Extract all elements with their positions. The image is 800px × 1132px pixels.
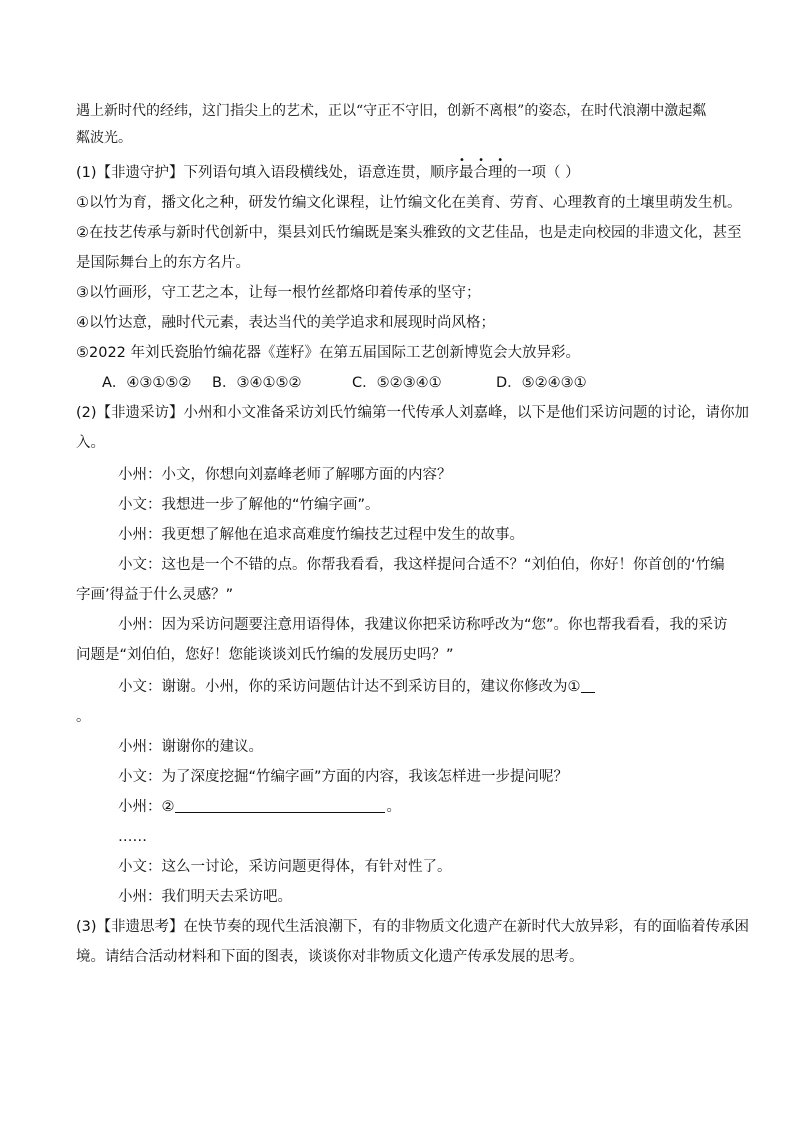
dialogue-8: 小文：为了深度挖掘“竹编字画”方面的内容，我该怎样进一步提问呢？ <box>118 769 569 785</box>
question-1-stem-before: (1)【非遗守护】下列语句填入语段横线处，语意连贯，顺序 <box>76 165 460 181</box>
sentence-1: ①以竹为育，播文化之种，研发竹编文化课程，让竹编文化在美育、劳育、心理教育的土壤里萌发生机。 <box>76 195 742 211</box>
dialogue-4-line-2: 字画’得益于什么灵感？” <box>76 587 234 603</box>
intro-line-1: 遇上新时代的经纬，这门指尖上的艺术，正以“守正不守旧，创新不离根”的姿态，在时代浪潮中激起粼 <box>76 103 707 119</box>
dialogue-11: 小州：我们明天去采访吧。 <box>118 889 292 905</box>
question-3-stem-line-1: (3)【非遗思考】在快节奏的现代生活浪潮下，有的非物质文化遗产在新时代大放异彩，有的面临着传承困 <box>76 919 750 935</box>
question-1-stem-after: 的一项（ ） <box>502 165 580 181</box>
dialogue-4-line-1: 小文：这也是一个不错的点。你帮我看看，我这样提问合适不？“刘伯伯，你好！你首创的‘竹编 <box>118 557 725 573</box>
intro-line-2: 粼波光。 <box>76 130 132 146</box>
option-c[interactable]: C．⑤②③④① <box>352 375 442 391</box>
sentence-5: ⑤2022 年刘氏瓷胎竹编花器《莲籽》在第五届国际工艺创新博览会大放异彩。 <box>76 345 581 361</box>
sentence-3: ③以竹画形，守工艺之本，让每一根竹丝都烙印着传承的坚守； <box>76 285 481 301</box>
ellipsis: …… <box>118 829 147 845</box>
dialogue-7: 小州：谢谢你的建议。 <box>118 739 263 755</box>
option-a[interactable]: A．④③①⑤② <box>102 375 192 391</box>
dialogue-6-end: 。 <box>76 709 91 725</box>
option-d[interactable]: D．⑤②④③① <box>496 375 587 391</box>
dialogue-1: 小州：小文，你想向刘嘉峰老师了解哪方面的内容？ <box>118 467 452 483</box>
dialogue-5-line-1: 小州：因为采访问题要注意用语得体，我建议你把采访称呼改为“您”。你也帮我看看，我的采访 <box>118 617 728 633</box>
dialogue-2: 小文：我想进一步了解他的“竹编字画”。 <box>118 497 380 513</box>
sentence-4: ④以竹达意，融时代元素，表达当代的美学追求和展现时尚风格； <box>76 315 495 331</box>
emphasis-dots: • • • <box>459 155 509 166</box>
emphasis-text: • • • 最合理 <box>459 155 509 181</box>
question-2-stem-line-1: (2)【非遗采访】小州和小文准备采访刘氏竹编第一代传承人刘嘉峰，以下是他们采访问题的讨论，请你加 <box>76 405 750 421</box>
dialogue-10: 小文：这么一讨论，采访问题更得体，有针对性了。 <box>118 859 452 875</box>
dialogue-5-line-2: 问题是“刘伯伯，您好！您能谈谈刘氏竹编的发展历史吗？” <box>76 647 454 663</box>
question-1-stem <box>76 155 580 183</box>
question-2-stem-line-2: 入。 <box>76 435 105 451</box>
dialogue-3: 小州：我更想了解他在追求高难度竹编技艺过程中发生的故事。 <box>118 527 524 543</box>
answer-blank-2[interactable] <box>175 798 385 813</box>
dialogue-9: 小州：② 。 <box>118 799 401 815</box>
sentence-2-line-2: 是国际舞台上的东方名片。 <box>76 255 250 271</box>
sentence-2-line-1: ②在技艺传承与新时代创新中，渠县刘氏竹编既是案头雅致的文艺佳品，也是走向校园的非遗文化，甚至 <box>76 225 742 241</box>
answer-options <box>102 373 587 393</box>
question-3-stem-line-2: 境。请结合活动材料和下面的图表，谈谈你对非物质文化遗产传承发展的思考。 <box>76 949 584 965</box>
option-b[interactable]: B．③④①⑤② <box>212 375 302 391</box>
dialogue-6: 小文：谢谢。小州，你的采访问题估计达不到采访目的，建议你修改为① <box>118 677 595 697</box>
answer-blank-1[interactable] <box>581 678 595 693</box>
